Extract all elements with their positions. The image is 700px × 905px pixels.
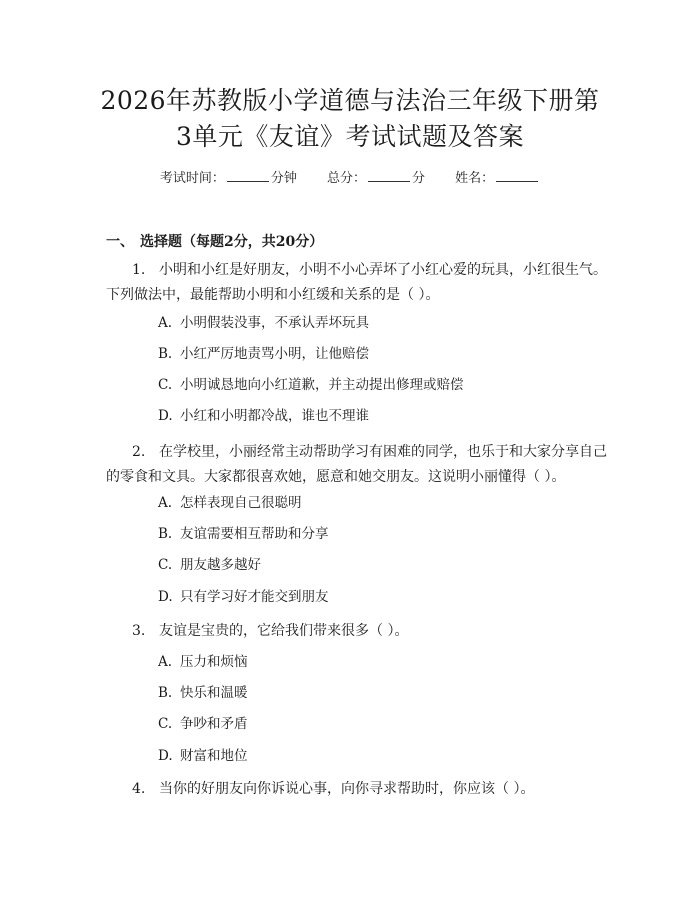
question-text: 小明和小红是好朋友，小明不小心弄坏了小红心爱的玩具，小红很生气。下列做法中，最能帮助小明和小红缓和关系的是（ ）。 — [106, 262, 607, 303]
option-text: 快乐和温暖 — [180, 685, 248, 701]
total-score-label: 总分： — [326, 171, 366, 186]
question-number: 1. — [132, 262, 146, 278]
question-3-option-b — [158, 682, 248, 704]
option-letter: B. — [158, 685, 173, 701]
option-letter: D. — [158, 748, 173, 764]
option-letter: C. — [158, 377, 173, 393]
exam-time-blank — [227, 168, 269, 182]
question-text: 在学校里，小丽经常主动帮助学习有困难的同学，也乐于和大家分享自己的零食和文具。大家都很喜欢她，愿意和她交朋友。这说明小丽懂得（ ）。 — [106, 444, 607, 485]
student-name-label: 姓名： — [455, 171, 495, 186]
option-text: 友谊需要相互帮助和分享 — [180, 526, 329, 542]
question-3-option-a — [158, 651, 248, 673]
option-letter: C. — [158, 716, 173, 732]
question-1-option-a — [158, 312, 369, 334]
exam-title-line-2: 3单元《友谊》考试试题及答案 — [176, 122, 524, 151]
question-2-option-b — [158, 523, 329, 545]
question-number: 4. — [132, 781, 146, 797]
exam-time-field — [160, 168, 297, 189]
question-1-option-b — [158, 343, 369, 365]
total-score-field — [327, 168, 425, 189]
option-text: 怎样表现自己很聪明 — [180, 495, 302, 511]
option-text: 朋友越多越好 — [180, 557, 261, 573]
question-2-option-d — [158, 586, 329, 608]
question-2-option-a — [158, 492, 302, 514]
option-letter: B. — [158, 526, 173, 542]
exam-info-row — [0, 168, 700, 189]
question-1 — [106, 258, 610, 308]
option-text: 小明假装没事，不承认弄坏玩具 — [180, 315, 369, 331]
option-letter: B. — [158, 346, 173, 362]
question-text: 当你的好朋友向你诉说心事，向你寻求帮助时，你应该（ ）。 — [159, 781, 535, 797]
option-text: 小明诚恳地向小红道歉，并主动提出修理或赔偿 — [180, 377, 464, 393]
option-text: 财富和地位 — [180, 748, 248, 764]
exam-time-label: 考试时间： — [159, 171, 225, 186]
option-text: 小红和小明都冷战，谁也不理谁 — [180, 408, 369, 424]
option-letter: D. — [158, 589, 173, 605]
option-letter: C. — [158, 557, 173, 573]
section-number: 一、 — [106, 234, 134, 250]
question-number: 3. — [132, 623, 146, 639]
question-text: 友谊是宝贵的，它给我们带来很多（ ）。 — [159, 623, 409, 639]
section-heading — [106, 231, 323, 253]
exam-time-unit: 分钟 — [270, 171, 297, 186]
total-score-blank — [368, 168, 410, 182]
question-4 — [106, 777, 610, 802]
option-letter: A. — [158, 495, 173, 511]
question-3-option-c — [158, 713, 248, 735]
question-2 — [106, 440, 610, 490]
option-letter: A. — [158, 654, 173, 670]
question-number: 2. — [132, 444, 146, 460]
student-name-field — [455, 168, 540, 189]
question-1-option-d — [158, 405, 369, 427]
option-text: 争吵和矛盾 — [180, 716, 248, 732]
option-letter: A. — [158, 315, 173, 331]
option-letter: D. — [158, 408, 173, 424]
question-3-option-d — [158, 745, 248, 767]
exam-title-line-1: 2026年苏教版小学道德与法治三年级下册第 — [100, 86, 600, 115]
option-text: 小红严厉地责骂小明，让他赔偿 — [180, 346, 369, 362]
question-2-option-c — [158, 554, 261, 576]
student-name-blank — [496, 168, 538, 182]
option-text: 压力和烦恼 — [180, 654, 248, 670]
question-3 — [106, 619, 610, 644]
total-score-unit: 分 — [412, 171, 426, 186]
option-text: 只有学习好才能交到朋友 — [180, 589, 329, 605]
question-1-option-c — [158, 374, 464, 396]
section-title: 选择题（每题2分，共20分） — [140, 234, 324, 250]
